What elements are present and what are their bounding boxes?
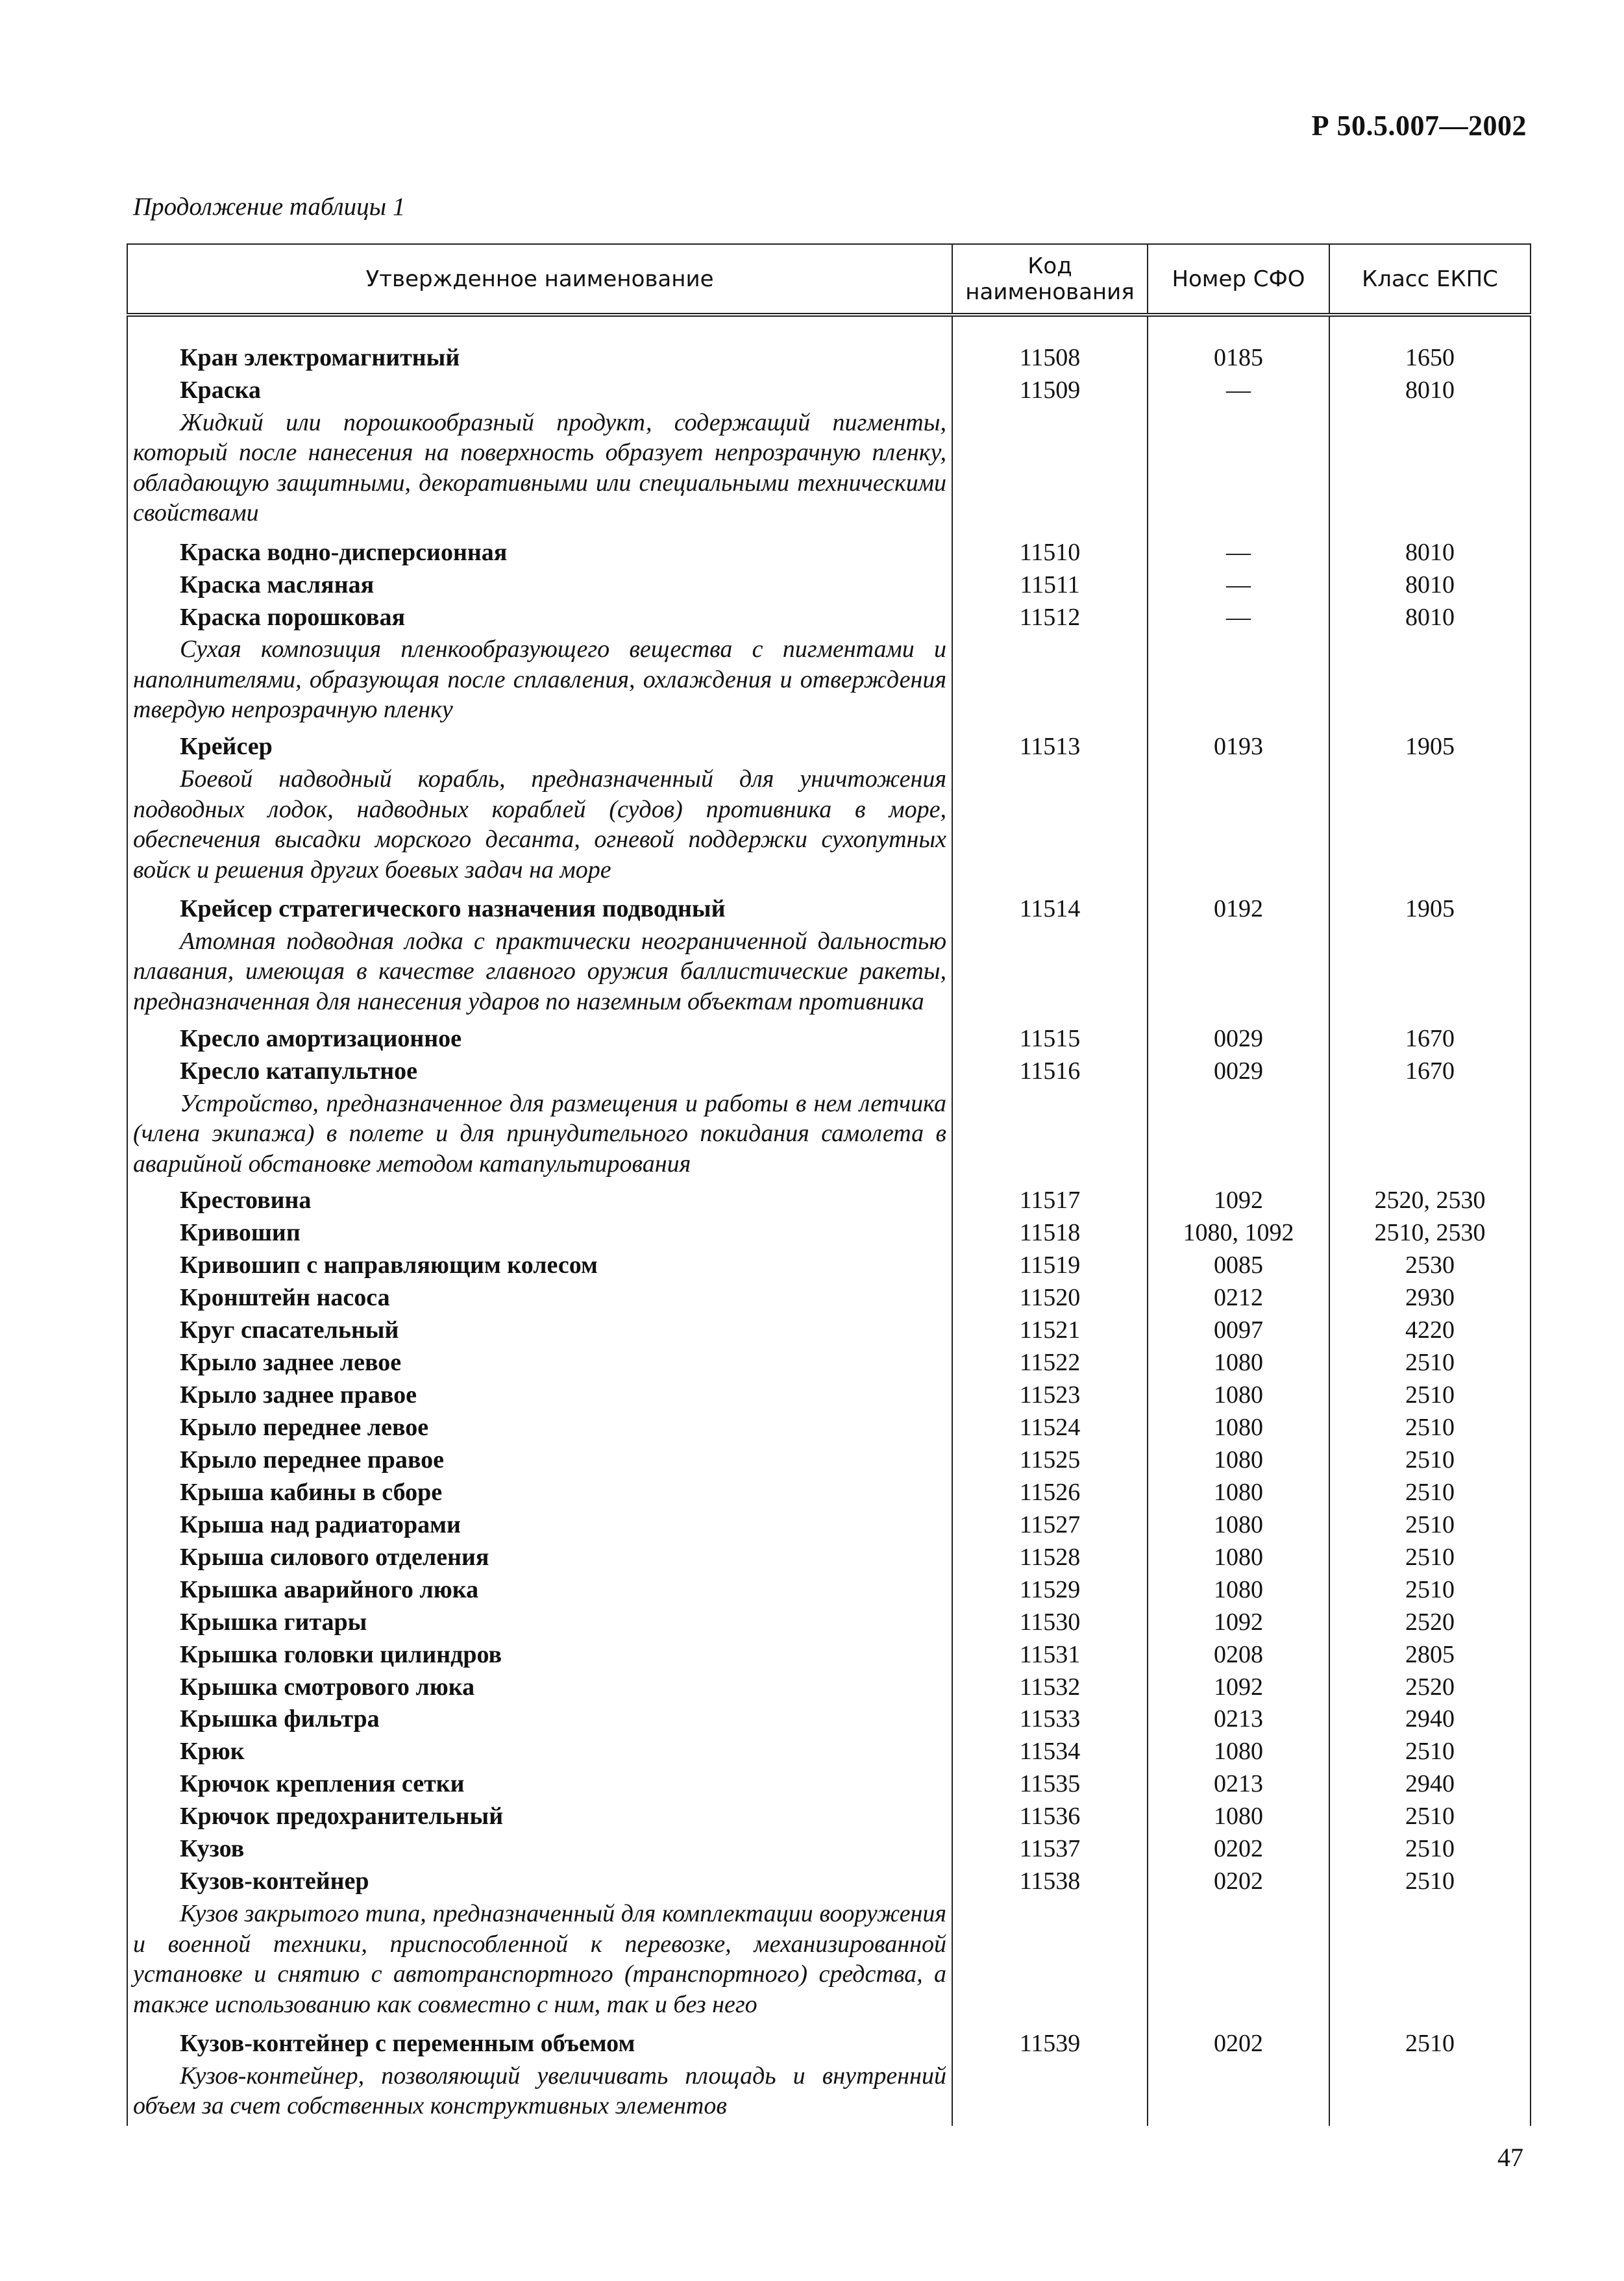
- table-row: [127, 1445, 1531, 1477]
- header-ekps: Класс ЕКПС: [1329, 244, 1531, 315]
- table-row: [127, 1250, 1531, 1283]
- item-sfo-number: 0212: [1148, 1283, 1329, 1315]
- empty-cell: [1148, 1089, 1329, 1186]
- empty-cell: [1329, 1089, 1531, 1186]
- item-code: 11509: [952, 375, 1148, 408]
- item-ekps-class: 8010: [1329, 602, 1531, 635]
- item-name: Крыло заднее левое: [127, 1348, 952, 1380]
- item-sfo-number: 0193: [1148, 732, 1329, 764]
- item-sfo-number: —: [1148, 602, 1329, 635]
- item-name: Крышка фильтра: [127, 1704, 952, 1736]
- item-sfo-number: 1080: [1148, 1542, 1329, 1575]
- description-row: [127, 1899, 1531, 2028]
- item-name: Крестовина: [127, 1185, 952, 1218]
- item-code: 11518: [952, 1218, 1148, 1250]
- table-row: [127, 2028, 1531, 2061]
- item-code: 11531: [952, 1640, 1148, 1672]
- item-name: Крейсер стратегического назначения подводный: [127, 894, 952, 926]
- item-name: Кузов-контейнер с переменным объемом: [127, 2028, 952, 2061]
- empty-cell: [952, 764, 1148, 894]
- item-description: Жидкий или порошкообразный продукт, содержащий пигменты, который после нанесения на поверхность образует непрозрачную пленку, обладающую защитными, декоративными или специальными техническими свойствами: [127, 408, 952, 537]
- item-ekps-class: 2930: [1329, 1283, 1531, 1315]
- item-name: Крышка смотрового люка: [127, 1672, 952, 1705]
- item-code: 11524: [952, 1412, 1148, 1445]
- item-sfo-number: 0213: [1148, 1769, 1329, 1801]
- table-row: [127, 1640, 1531, 1672]
- item-ekps-class: 2510: [1329, 1477, 1531, 1510]
- item-description: Атомная подводная лодка с практически неограниченной дальностью плавания, имеющая в качестве главного оружия баллистические ракеты, предназначенная для нанесения ударов по наземным объектам противника: [127, 926, 952, 1024]
- table-row: [127, 1056, 1531, 1089]
- header-code: Код наименования: [952, 244, 1148, 315]
- item-code: 11538: [952, 1866, 1148, 1899]
- item-sfo-number: 1080: [1148, 1510, 1329, 1542]
- item-ekps-class: 2510: [1329, 1445, 1531, 1477]
- table-row: [127, 343, 1531, 375]
- item-sfo-number: 0213: [1148, 1704, 1329, 1736]
- item-ekps-class: 2510: [1329, 1834, 1531, 1866]
- empty-cell: [1329, 408, 1531, 537]
- empty-cell: [952, 1899, 1148, 2028]
- item-code: 11525: [952, 1445, 1148, 1477]
- table-row: [127, 1607, 1531, 1640]
- item-sfo-number: 0192: [1148, 894, 1329, 926]
- item-code: 11515: [952, 1024, 1148, 1056]
- item-ekps-class: 2530: [1329, 1250, 1531, 1283]
- item-sfo-number: 0029: [1148, 1024, 1329, 1056]
- description-row: [127, 2061, 1531, 2126]
- table-row: [127, 1412, 1531, 1445]
- item-ekps-class: 2510: [1329, 1866, 1531, 1899]
- item-code: 11534: [952, 1736, 1148, 1769]
- item-name: Крыша над радиаторами: [127, 1510, 952, 1542]
- item-code: 11527: [952, 1510, 1148, 1542]
- table-row: [127, 1218, 1531, 1250]
- page-number: 47: [1497, 2143, 1523, 2172]
- empty-cell: [952, 1089, 1148, 1186]
- item-name: Крючок крепления сетки: [127, 1769, 952, 1801]
- table-row: [127, 1834, 1531, 1866]
- item-sfo-number: 0185: [1148, 343, 1329, 375]
- table-row: [127, 1024, 1531, 1056]
- item-name: Крыло переднее левое: [127, 1412, 952, 1445]
- item-code: 11529: [952, 1575, 1148, 1607]
- empty-cell: [1148, 634, 1329, 732]
- item-name: Кронштейн насоса: [127, 1283, 952, 1315]
- item-code: 11523: [952, 1380, 1148, 1412]
- item-ekps-class: 2510, 2530: [1329, 1218, 1531, 1250]
- item-name: Крышка гитары: [127, 1607, 952, 1640]
- item-description: Боевой надводный корабль, предназначенный для уничтожения подводных лодок, надводных кораблей (судов) противника в море, обеспечения высадки морского десанта, огневой поддержки сухопутных войск и решения других боевых задач на море: [127, 764, 952, 894]
- table-row: [127, 1575, 1531, 1607]
- item-sfo-number: 1080: [1148, 1477, 1329, 1510]
- table-row: [127, 1477, 1531, 1510]
- item-sfo-number: —: [1148, 570, 1329, 602]
- table-row: [127, 537, 1531, 570]
- description-row: [127, 634, 1531, 732]
- item-code: 11508: [952, 343, 1148, 375]
- description-row: [127, 764, 1531, 894]
- item-sfo-number: 0202: [1148, 1866, 1329, 1899]
- empty-cell: [952, 2061, 1148, 2126]
- item-name: Крыло переднее правое: [127, 1445, 952, 1477]
- item-sfo-number: —: [1148, 375, 1329, 408]
- item-name: Круг спасательный: [127, 1315, 952, 1348]
- item-ekps-class: 2510: [1329, 1380, 1531, 1412]
- item-ekps-class: 2510: [1329, 1510, 1531, 1542]
- table-row: [127, 375, 1531, 408]
- header-name: Утвержденное наименование: [127, 244, 952, 315]
- empty-cell: [1329, 2061, 1531, 2126]
- table-row: [127, 1510, 1531, 1542]
- item-name: Кривошип: [127, 1218, 952, 1250]
- data-table: [127, 243, 1531, 2126]
- item-ekps-class: 2520, 2530: [1329, 1185, 1531, 1218]
- table-header: [127, 244, 1531, 315]
- table-row: [127, 1315, 1531, 1348]
- item-name: Кузов-контейнер: [127, 1866, 952, 1899]
- item-ekps-class: 1670: [1329, 1056, 1531, 1089]
- item-sfo-number: 1080: [1148, 1445, 1329, 1477]
- item-ekps-class: 1905: [1329, 894, 1531, 926]
- item-code: 11530: [952, 1607, 1148, 1640]
- item-code: 11537: [952, 1834, 1148, 1866]
- item-sfo-number: 1092: [1148, 1607, 1329, 1640]
- item-sfo-number: 1080: [1148, 1575, 1329, 1607]
- item-name: Краска: [127, 375, 952, 408]
- table-row: [127, 1866, 1531, 1899]
- empty-cell: [1329, 926, 1531, 1024]
- table-row: [127, 894, 1531, 926]
- empty-cell: [1148, 764, 1329, 894]
- item-name: Крюк: [127, 1736, 952, 1769]
- item-description: Устройство, предназначенное для размещения и работы в нем летчика (члена экипажа) в полете и для принудительного покидания самолета в аварийной обстановке методом катапультирования: [127, 1089, 952, 1186]
- item-name: Крышка головки цилиндров: [127, 1640, 952, 1672]
- table-row: [127, 1704, 1531, 1736]
- table-body: [127, 315, 1531, 2126]
- document-code: Р 50.5.007—2002: [1311, 110, 1527, 142]
- empty-cell: [1148, 408, 1329, 537]
- item-ekps-class: 4220: [1329, 1315, 1531, 1348]
- item-sfo-number: 0208: [1148, 1640, 1329, 1672]
- empty-cell: [1148, 2061, 1329, 2126]
- table-row: [127, 1283, 1531, 1315]
- item-ekps-class: 8010: [1329, 537, 1531, 570]
- item-name: Кресло катапультное: [127, 1056, 952, 1089]
- item-code: 11516: [952, 1056, 1148, 1089]
- table-row: [127, 602, 1531, 635]
- item-ekps-class: 2520: [1329, 1607, 1531, 1640]
- item-sfo-number: 0097: [1148, 1315, 1329, 1348]
- item-ekps-class: 1905: [1329, 732, 1531, 764]
- empty-cell: [952, 634, 1148, 732]
- item-sfo-number: 0202: [1148, 2028, 1329, 2061]
- item-ekps-class: 2520: [1329, 1672, 1531, 1705]
- item-code: 11539: [952, 2028, 1148, 2061]
- item-code: 11522: [952, 1348, 1148, 1380]
- item-code: 11526: [952, 1477, 1148, 1510]
- item-ekps-class: 2510: [1329, 1542, 1531, 1575]
- item-name: Крючок предохранительный: [127, 1801, 952, 1834]
- item-ekps-class: 2940: [1329, 1769, 1531, 1801]
- item-ekps-class: 2805: [1329, 1640, 1531, 1672]
- item-code: 11521: [952, 1315, 1148, 1348]
- item-name: Крейсер: [127, 732, 952, 764]
- item-code: 11510: [952, 537, 1148, 570]
- item-code: 11528: [952, 1542, 1148, 1575]
- item-ekps-class: 2510: [1329, 1348, 1531, 1380]
- item-code: 11511: [952, 570, 1148, 602]
- item-name: Краска порошковая: [127, 602, 952, 635]
- item-sfo-number: —: [1148, 537, 1329, 570]
- empty-cell: [952, 408, 1148, 537]
- item-sfo-number: 1092: [1148, 1185, 1329, 1218]
- table-row: [127, 1801, 1531, 1834]
- item-sfo-number: 1080: [1148, 1380, 1329, 1412]
- item-ekps-class: 2510: [1329, 1736, 1531, 1769]
- item-code: 11520: [952, 1283, 1148, 1315]
- item-sfo-number: 1092: [1148, 1672, 1329, 1705]
- item-ekps-class: 2510: [1329, 1801, 1531, 1834]
- table-row: [127, 1769, 1531, 1801]
- item-ekps-class: 2510: [1329, 1575, 1531, 1607]
- table-row: [127, 1736, 1531, 1769]
- item-sfo-number: 1080: [1148, 1412, 1329, 1445]
- item-name: Кран электромагнитный: [127, 343, 952, 375]
- item-sfo-number: 0202: [1148, 1834, 1329, 1866]
- item-code: 11532: [952, 1672, 1148, 1705]
- item-sfo-number: 1080: [1148, 1736, 1329, 1769]
- item-ekps-class: 1670: [1329, 1024, 1531, 1056]
- item-name: Крыло заднее правое: [127, 1380, 952, 1412]
- item-description: Кузов-контейнер, позволяющий увеличивать площадь и внутренний объем за счет собственных конструктивных элементов: [127, 2061, 952, 2126]
- item-name: Кузов: [127, 1834, 952, 1866]
- item-name: Краска масляная: [127, 570, 952, 602]
- item-ekps-class: 2510: [1329, 2028, 1531, 2061]
- empty-cell: [952, 926, 1148, 1024]
- item-ekps-class: 1650: [1329, 343, 1531, 375]
- item-description: Кузов закрытого типа, предназначенный для комплектации вооружения и военной техники, приспособленной к перевозке, механизированной установке и снятию с автотранспортного (транспортного) средства, а также использованию как совместно с ним, так и без него: [127, 1899, 952, 2028]
- item-description: Сухая композиция пленкообразующего вещества с пигментами и наполнителями, образующая после сплавления, охлаждения и отверждения твердую непрозрачную пленку: [127, 634, 952, 732]
- empty-cell: [1148, 1899, 1329, 2028]
- item-code: 11536: [952, 1801, 1148, 1834]
- item-sfo-number: 0029: [1148, 1056, 1329, 1089]
- item-code: 11519: [952, 1250, 1148, 1283]
- item-name: Кресло амортизационное: [127, 1024, 952, 1056]
- item-code: 11513: [952, 732, 1148, 764]
- description-row: [127, 926, 1531, 1024]
- table-row: [127, 732, 1531, 764]
- empty-cell: [1148, 926, 1329, 1024]
- item-name: Кривошип с направляющим колесом: [127, 1250, 952, 1283]
- table-row: [127, 570, 1531, 602]
- item-name: Крыша кабины в сборе: [127, 1477, 952, 1510]
- item-code: 11533: [952, 1704, 1148, 1736]
- item-code: 11517: [952, 1185, 1148, 1218]
- empty-cell: [1329, 764, 1531, 894]
- item-ekps-class: 8010: [1329, 375, 1531, 408]
- item-sfo-number: 0085: [1148, 1250, 1329, 1283]
- item-code: 11514: [952, 894, 1148, 926]
- item-ekps-class: 8010: [1329, 570, 1531, 602]
- table-row: [127, 1380, 1531, 1412]
- empty-cell: [1329, 634, 1531, 732]
- item-sfo-number: 1080: [1148, 1801, 1329, 1834]
- table-row: [127, 1348, 1531, 1380]
- table-row: [127, 1542, 1531, 1575]
- description-row: [127, 408, 1531, 537]
- header-sfo: Номер СФО: [1148, 244, 1329, 315]
- item-name: Крыша силового отделения: [127, 1542, 952, 1575]
- description-row: [127, 1089, 1531, 1186]
- table-row: [127, 1672, 1531, 1705]
- item-code: 11512: [952, 602, 1148, 635]
- table-caption: Продолжение таблицы 1: [133, 193, 406, 221]
- item-ekps-class: 2510: [1329, 1412, 1531, 1445]
- item-name: Краска водно-дисперсионная: [127, 537, 952, 570]
- item-code: 11535: [952, 1769, 1148, 1801]
- item-name: Крышка аварийного люка: [127, 1575, 952, 1607]
- item-sfo-number: 1080: [1148, 1348, 1329, 1380]
- empty-cell: [1329, 1899, 1531, 2028]
- table-row: [127, 1185, 1531, 1218]
- item-sfo-number: 1080, 1092: [1148, 1218, 1329, 1250]
- item-ekps-class: 2940: [1329, 1704, 1531, 1736]
